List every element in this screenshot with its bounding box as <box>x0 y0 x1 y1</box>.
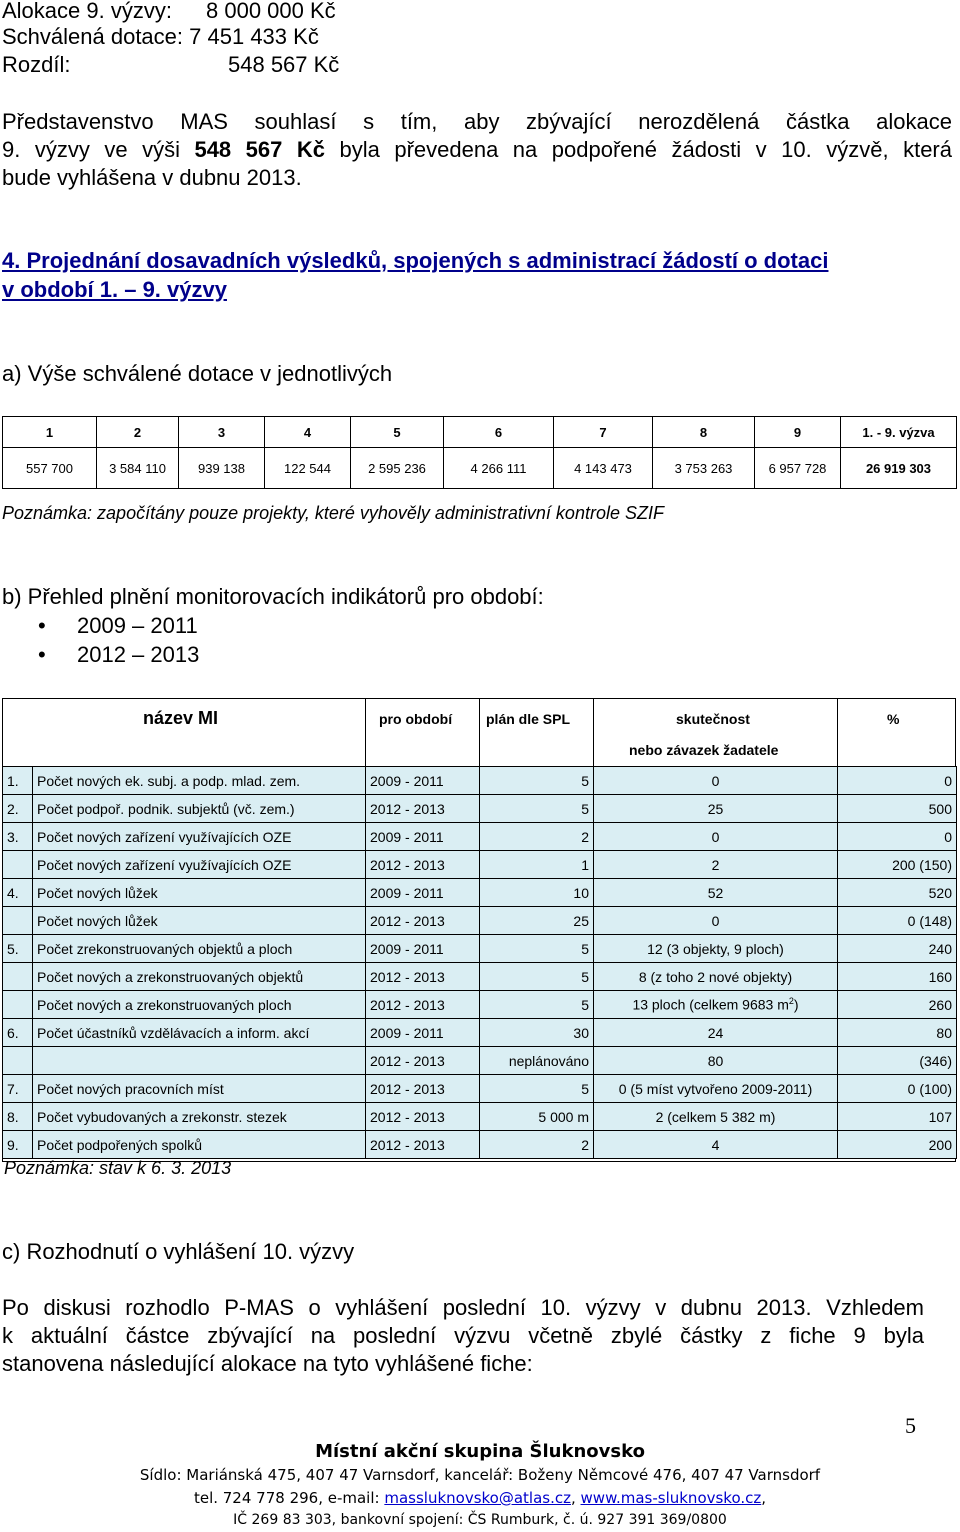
footer-contacts: tel. 724 778 296, e-mail: massluknovsko@atlas.cz, www.mas-sluknovsko.cz, <box>193 1489 767 1507</box>
intro-line-1: Představenstvo MAS souhlasí s tím, aby zbývající nerozdělená částka alokace <box>2 109 952 134</box>
indicator-percent: 0 <box>838 767 957 795</box>
col-name-header: název MI <box>143 708 219 728</box>
indicator-period: 2009 - 2011 <box>366 767 480 795</box>
row-number <box>3 851 33 879</box>
row-number: 5. <box>3 935 33 963</box>
indicator-percent: 80 <box>838 1019 957 1047</box>
row-number: 8. <box>3 1103 33 1131</box>
indicator-actual: 25 <box>594 795 838 823</box>
indicator-row <box>3 907 957 935</box>
footer-bank: IČ 269 83 303, bankovní spojení: ČS Rumburk, č. ú. 927 391 369/0800 <box>233 1512 727 1528</box>
indicator-percent: 0 (100) <box>838 1075 957 1103</box>
row-number: 3. <box>3 823 33 851</box>
indicator-actual: 2 <box>594 851 838 879</box>
indicator-plan: 25 <box>480 907 594 935</box>
row-number: 1. <box>3 767 33 795</box>
indicator-period: 2009 - 2011 <box>366 935 480 963</box>
indicator-actual: 13 ploch (celkem 9683 $m^2$) <box>594 991 838 1019</box>
grant-header-cell: 1 <box>3 417 97 448</box>
difference-line <box>2 51 402 79</box>
indicator-plan: 10 <box>480 879 594 907</box>
indicator-row <box>3 935 957 963</box>
indicator-plan: 30 <box>480 1019 594 1047</box>
indicator-row <box>3 1075 957 1103</box>
row-number: 6. <box>3 1019 33 1047</box>
indicator-percent: 0 <box>838 823 957 851</box>
grant-value-cell: 939 138 <box>179 448 265 489</box>
indicator-name: Počet vybudovaných a zrekonstr. stezek <box>33 1103 366 1131</box>
indicator-period: 2012 - 2013 <box>366 1075 480 1103</box>
intro-line-3: bude vyhlášena v dubnu 2013. <box>2 165 302 190</box>
indicator-plan: neplánováno <box>480 1047 594 1075</box>
indicator-plan: 5 <box>480 1075 594 1103</box>
row-number: 4. <box>3 879 33 907</box>
indicator-percent: (346) <box>838 1047 957 1075</box>
indicator-percent: 0 (148) <box>838 907 957 935</box>
indicator-name: Počet nových a zrekonstruovaných ploch <box>33 991 366 1019</box>
indicator-actual: 8 (z toho 2 nové objekty) <box>594 963 838 991</box>
section-c-title: c) Rozhodnutí o vyhlášení 10. výzvy <box>2 1239 355 1264</box>
remaining-amount: 548 567 Kč <box>194 137 325 162</box>
grant-header-cell: 7 <box>554 417 653 448</box>
indicator-plan: 2 <box>480 1131 594 1159</box>
header-divider <box>593 698 594 766</box>
footer-org: Místní akční skupina Šluknovsko <box>315 1441 645 1462</box>
indicator-period: 2012 - 2013 <box>366 907 480 935</box>
section-4-heading-line-1: 4. Projednání dosavadních výsledků, spojených s administrací žádostí o dotaci <box>2 248 829 273</box>
indicator-actual: 0 (5 míst vytvořeno 2009-2011) <box>594 1075 838 1103</box>
grant-value-cell: 557 700 <box>3 448 97 489</box>
grant-value-cell: 2 595 236 <box>351 448 444 489</box>
row-number <box>3 907 33 935</box>
indicator-row <box>3 851 957 879</box>
indicator-row <box>3 823 957 851</box>
section-b-note: Poznámka: stav k 6. 3. 2013 <box>4 1158 232 1178</box>
indicator-name: Počet účastníků vzdělávacích a inform. akcí <box>33 1019 366 1047</box>
section-c-line-1: Po diskusi rozhodlo P-MAS o vyhlášení poslední 10. výzvy v dubnu 2013. Vzhledem <box>2 1295 924 1320</box>
difference-value: 548 567 Kč <box>228 52 340 77</box>
allocation-value: 8 000 000 Kč <box>206 0 336 23</box>
indicator-period: 2012 - 2013 <box>366 795 480 823</box>
approved-grant-value: 7 451 433 Kč <box>189 24 319 49</box>
indicator-plan: 5 <box>480 935 594 963</box>
section-c-line-3: stanovena následující alokace na tyto vyhlášené fiche: <box>2 1351 533 1376</box>
intro-line-2: 9. výzvy ve výši 548 567 Kč byla převedena na podpořené žádosti v 10. výzvě, která <box>2 137 952 162</box>
indicator-name: Počet nových zařízení využívajících OZE <box>33 823 366 851</box>
indicator-name: Počet nových a zrekonstruovaných objektů <box>33 963 366 991</box>
indicator-name: Počet podpořených spolků <box>33 1131 366 1159</box>
grant-header-cell: 1. - 9. výzva <box>841 417 957 448</box>
indicator-plan: 5 <box>480 963 594 991</box>
grant-value-row <box>3 448 957 489</box>
indicator-plan: 2 <box>480 823 594 851</box>
indicator-plan: 1 <box>480 851 594 879</box>
grant-header-cell: 2 <box>97 417 179 448</box>
grant-header-cell: 3 <box>179 417 265 448</box>
grant-value-cell: 4 143 473 <box>554 448 653 489</box>
footer-email-link[interactable]: massluknovsko@atlas.cz <box>384 1489 571 1507</box>
indicator-row <box>3 991 957 1019</box>
section-b-title: b) Přehled plnění monitorovacích indikátorů pro období: <box>2 584 544 609</box>
indicator-row <box>3 963 957 991</box>
footer-web-link[interactable]: www.mas-sluknovsko.cz <box>580 1489 762 1507</box>
grant-header-cell: 8 <box>653 417 755 448</box>
indicator-name: Počet podpoř. podnik. subjektů (vč. zem.) <box>33 795 366 823</box>
indicator-name: Počet nových lůžek <box>33 907 366 935</box>
section-a-note: Poznámka: započítány pouze projekty, které vyhověly administrativní kontrole SZIF <box>2 503 664 523</box>
allocation-line <box>2 0 336 25</box>
indicator-name: Počet zrekonstruovaných objektů a ploch <box>33 935 366 963</box>
grant-value-cell: 122 544 <box>265 448 351 489</box>
indicator-period: 2012 - 2013 <box>366 1103 480 1131</box>
row-number: 9. <box>3 1131 33 1159</box>
period-bullet: • 2012 – 2013 <box>38 642 200 667</box>
grant-header-cell: 6 <box>444 417 554 448</box>
section-4-heading-line-2: v období 1. – 9. výzvy <box>2 277 227 302</box>
indicator-period: 2009 - 2011 <box>366 879 480 907</box>
approved-grant-line <box>2 23 319 51</box>
indicator-name: Počet nových ek. subj. a podp. mlad. zem. <box>33 767 366 795</box>
indicator-row <box>3 767 957 795</box>
section-c-line-2: k aktuální částce zbývající na poslední výzvu včetně zbylé částky z fiche 9 byla <box>2 1323 924 1348</box>
header-divider <box>837 698 838 766</box>
indicator-period: 2012 - 2013 <box>366 991 480 1019</box>
indicator-name: Počet nových zařízení využívajících OZE <box>33 851 366 879</box>
indicator-plan: 5 <box>480 795 594 823</box>
indicator-period: 2012 - 2013 <box>366 1131 480 1159</box>
row-number: 2. <box>3 795 33 823</box>
indicator-percent: 260 <box>838 991 957 1019</box>
indicator-percent: 520 <box>838 879 957 907</box>
page-number: 5 <box>905 1413 916 1438</box>
col-actual-header-2: nebo závazek žadatele <box>629 742 779 758</box>
indicators-table <box>2 766 957 1159</box>
grant-value-cell: 3 584 110 <box>97 448 179 489</box>
indicator-row <box>3 795 957 823</box>
indicator-row <box>3 1103 957 1131</box>
indicator-percent: 500 <box>838 795 957 823</box>
col-pct-header: % <box>887 711 900 727</box>
period-bullet: • 2009 – 2011 <box>38 613 198 638</box>
allocation-label: Alokace 9. výzvy: <box>2 0 172 23</box>
header-divider <box>479 698 480 766</box>
indicator-percent: 240 <box>838 935 957 963</box>
approved-grant-label: Schválená dotace: <box>2 24 184 49</box>
col-actual-header: skutečnost <box>676 711 750 727</box>
row-number: 7. <box>3 1075 33 1103</box>
indicator-row <box>3 879 957 907</box>
indicator-actual: 4 <box>594 1131 838 1159</box>
indicator-actual: 80 <box>594 1047 838 1075</box>
bullet-icon: • <box>38 642 46 667</box>
row-number <box>3 991 33 1019</box>
bullet-icon: • <box>38 613 46 638</box>
indicator-percent: 160 <box>838 963 957 991</box>
indicator-plan: 5 <box>480 767 594 795</box>
indicator-row <box>3 1047 957 1075</box>
indicator-period: 2009 - 2011 <box>366 823 480 851</box>
indicator-name: Počet nových lůžek <box>33 879 366 907</box>
indicator-actual: 0 <box>594 767 838 795</box>
grant-value-cell: 6 957 728 <box>755 448 841 489</box>
indicator-period: 2012 - 2013 <box>366 851 480 879</box>
indicator-percent: 200 <box>838 1131 957 1159</box>
indicator-percent: 200 (150) <box>838 851 957 879</box>
indicator-period: 2012 - 2013 <box>366 963 480 991</box>
indicator-row <box>3 1131 957 1159</box>
indicator-period: 2012 - 2013 <box>366 1047 480 1075</box>
indicator-actual: 24 <box>594 1019 838 1047</box>
indicator-percent: 107 <box>838 1103 957 1131</box>
indicator-actual: 2 (celkem 5 382 m) <box>594 1103 838 1131</box>
indicator-period: 2009 - 2011 <box>366 1019 480 1047</box>
indicator-row <box>3 1019 957 1047</box>
grant-header-row <box>3 417 957 448</box>
col-plan-header: plán dle SPL <box>486 711 571 727</box>
header-divider <box>365 698 366 766</box>
grant-value-cell: 4 266 111 <box>444 448 554 489</box>
indicator-plan: 5 <box>480 991 594 1019</box>
indicator-actual: 0 <box>594 907 838 935</box>
col-period-header: pro období <box>379 711 453 727</box>
grant-by-call-table <box>2 416 957 489</box>
grant-header-cell: 4 <box>265 417 351 448</box>
section-a-title: a) Výše schválené dotace v jednotlivých <box>2 361 393 386</box>
grant-header-cell: 9 <box>755 417 841 448</box>
grant-total-cell: 26 919 303 <box>841 448 957 489</box>
indicator-actual: 0 <box>594 823 838 851</box>
indicator-name <box>33 1047 366 1075</box>
indicator-actual: 12 (3 objekty, 9 ploch) <box>594 935 838 963</box>
indicator-actual: 52 <box>594 879 838 907</box>
row-number <box>3 1047 33 1075</box>
difference-label: Rozdíl: <box>2 52 71 77</box>
indicator-plan: 5 000 m <box>480 1103 594 1131</box>
footer-address: Sídlo: Mariánská 475, 407 47 Varnsdorf, kancelář: Boženy Němcové 476, 407 47 Varnsdorf <box>139 1466 821 1484</box>
indicator-name: Počet nových pracovních míst <box>33 1075 366 1103</box>
grant-header-cell: 5 <box>351 417 444 448</box>
row-number <box>3 963 33 991</box>
grant-value-cell: 3 753 263 <box>653 448 755 489</box>
